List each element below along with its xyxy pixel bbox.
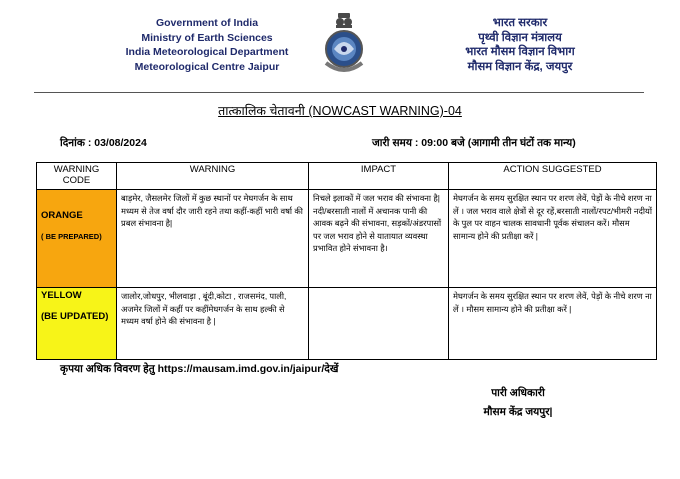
issue-date: दिनांक : 03/08/2024 — [60, 137, 147, 149]
page-title: तात्कालिक चेतावनी (NOWCAST WARNING)-04 — [218, 104, 462, 118]
header-divider — [34, 92, 644, 93]
header-en-line-4: Meteorological Centre Jaipur — [134, 60, 280, 73]
header-hi-line-1: भारत सरकार — [492, 17, 548, 29]
header-hindi — [420, 16, 620, 74]
header-impact: IMPACT — [309, 163, 449, 190]
header-english — [112, 16, 302, 74]
action-text: मेघगर्जन के समय सुरक्षित स्थान पर शरण लेवें, पेड़ों के नीचे शरण ना लें । जल भराव वाले क्षेत्रों से दूर रहें,बरसाती नालों/रपट/भीमरी नदीयों के पुल पर वाहन चालक सावधानी पूर्वक संचालन करें। मौसम सामान्य होने की प्रतीक्षा करें | — [449, 190, 657, 288]
header-en-line-3: India Meteorological Department — [125, 46, 289, 58]
header-action: ACTION SUGGESTED — [449, 163, 657, 190]
action-text: मेघगर्जन के समय सुरक्षित स्थान पर शरण लेवें, पेड़ों के नीचे शरण ना लें । मौसम सामान्य होने की प्रतीक्षा करें | — [449, 288, 657, 360]
signature-office: मौसम केंद्र जयपुर| — [483, 406, 553, 418]
header-hi-line-4: मौसम विज्ञान केंद्र, जयपुर — [467, 60, 573, 73]
warning-text: बाड़मेर, जैसलमेर जिलों में कुछ स्थानों पर मेघगर्जन के साथ मध्यम से तेज वर्षा दौर जारी रहने तथा कहीं-कहीं भारी वर्षा की प्रबल संभावना है| — [117, 190, 309, 288]
details-footnote: कृपया अधिक विवरण हेतु https://mausam.imd.gov.in/jaipur/देखें — [60, 363, 339, 375]
impact-text: निचले इलाकों में जल भराव की संभावना है|नदी/बरसाती नालों में अचानक पानी की आवक बढ़ने की संभावना, सड़कों/अंडरपासों पर जल भराव होने से यातायात व्यवस्था प्रभावित होने संभावना है। — [309, 190, 449, 288]
code-sublabel: ( BE PREPARED) — [41, 231, 102, 241]
table-header-row — [37, 163, 657, 190]
code-sublabel: (BE UPDATED) — [41, 310, 109, 322]
issue-time: जारी समय : 09:00 बजे (आगामी तीन घंटों तक मान्य) — [372, 137, 576, 149]
code-label: YELLOW — [41, 290, 82, 301]
imd-emblem-icon — [318, 11, 370, 83]
header-warning: WARNING — [117, 163, 309, 190]
code-label: ORANGE — [41, 210, 83, 221]
header-en-line-2: Ministry of Earth Sciences — [141, 31, 273, 44]
header-hi-line-2: पृथ्वी विज्ञान मंत्रालय — [478, 31, 562, 44]
warning-text: जालोर,जोधपुर, भीलवाड़ा , बूंदी,कोटा , राजसमंद, पाली, अजमेर जिलों में कहीं पर कहींमेघगर्जन के साथ हल्की से मध्यम वर्षा होने की संभावना है | — [117, 288, 309, 360]
signature-block — [458, 384, 578, 422]
impact-text — [309, 288, 449, 360]
table-row — [37, 190, 657, 288]
header-en-line-1: Government of India — [155, 17, 259, 29]
warning-code-yellow — [37, 288, 117, 360]
table-row — [37, 288, 657, 360]
warning-table — [36, 162, 657, 360]
header-warning-code: WARNING CODE — [37, 163, 117, 190]
warning-code-orange — [37, 190, 117, 288]
header-hi-line-3: भारत मौसम विज्ञान विभाग — [465, 46, 575, 58]
signature-title: पारी अधिकारी — [491, 387, 545, 399]
